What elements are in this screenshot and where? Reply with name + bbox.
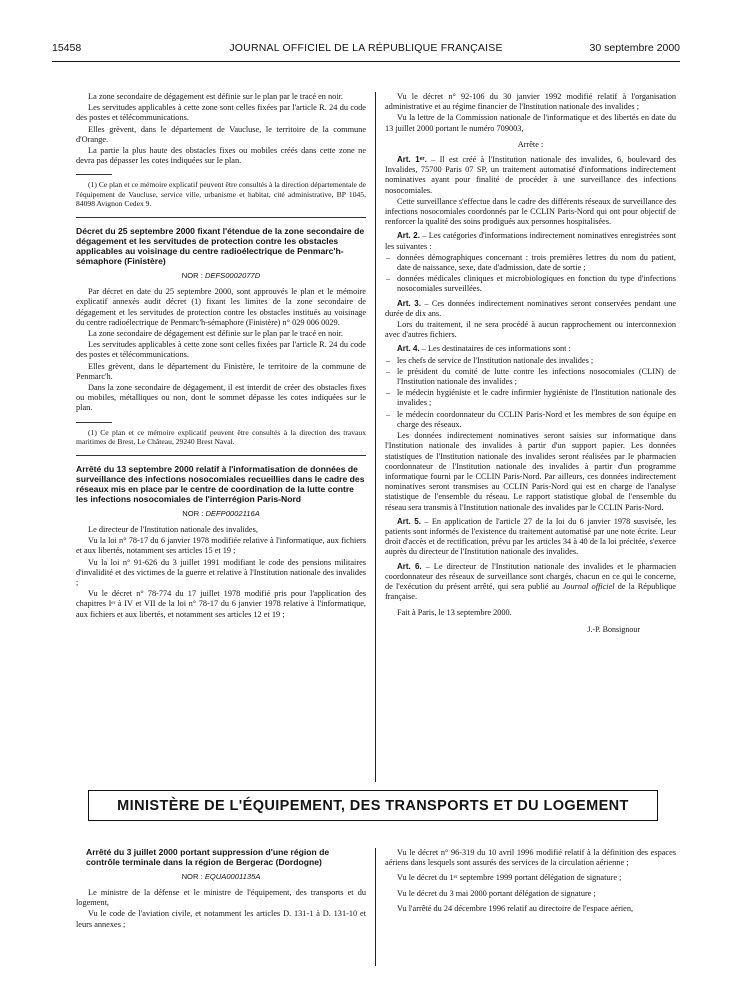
list-item: – le président du comité de lutte contre les infections nosocomiales (CLIN) de l'Institution nationale des invalides ; xyxy=(385,367,676,387)
right-column xyxy=(385,92,676,635)
nor-label: NOR : xyxy=(181,270,203,280)
list-item: – les chefs de service de l'Institution nationale des invalides ; xyxy=(385,356,676,366)
footnote: (1) Ce plan et ce mémoire explicatif peuvent être consultés à la direction des travaux maritimes de Brest, Le Château, 29240 Brest Naval. xyxy=(76,427,366,446)
article-label: Art. 1ᵉʳ. xyxy=(397,155,427,165)
publication-date: 30 septembre 2000 xyxy=(589,42,680,54)
article-label: Art. 2. xyxy=(397,231,420,241)
paragraph: La partie la plus haute des obstacles fixes ou mobiles créés dans cette zone ne devra pas dépasser les cotes indiquées sur le plan. xyxy=(76,146,366,166)
article-text: – Il est créé à l'Institution nationale des invalides, 6, boulevard des Invalides, 75700 Paris 07 SP, un traitement automatisé d'informations indirectement nominatives ayant pour finalité de procéder à une surveillance des infections nosocomiales. xyxy=(385,155,677,195)
decree-title: Décret du 25 septembre 2000 fixant l'étendue de la zone secondaire de dégagement et les servitudes de protection contre les obstacles applicables au voisinage du centre radioélectrique de Penmarc'h-sémaphore (Finistère) xyxy=(76,226,365,267)
paragraph: Le directeur de l'Institution nationale des invalides, xyxy=(88,525,258,534)
journal-title: JOURNAL OFFICIEL DE LA RÉPUBLIQUE FRANÇAISE xyxy=(229,42,503,54)
paragraph: Le ministre de la défense et le ministre de l'équipement, des transports et du logement, xyxy=(76,888,366,908)
paragraph: Vu le décret n° 92-106 du 30 janvier 1992 modifié relatif à l'organisation administrative et au régime financier de l'Institution nationale des invalides ; xyxy=(385,92,676,112)
nor-reference xyxy=(76,509,366,519)
article-4-list xyxy=(385,356,676,430)
arrete-title: Arrêté du 13 septembre 2000 relatif à l'informatisation de données de surveillance des infections nosocomiales recueillies dans le cadre des réseaux mis en place par le centre de coordination de la lutte contre les infections nosocomiales de l'interrégion Paris-Nord xyxy=(76,464,365,504)
article-4 xyxy=(385,344,676,354)
ministry-banner: MINISTÈRE DE L'ÉQUIPEMENT, DES TRANSPORTS ET DU LOGEMENT xyxy=(88,790,658,821)
article-text: – Les catégories d'informations indirectement nominatives enregistrées sont les suivantes : xyxy=(385,231,677,251)
article-2-list xyxy=(385,253,676,295)
article-label: Art. 3. xyxy=(397,298,421,308)
page-number: 15458 xyxy=(52,42,82,54)
paragraph: Vu la loi n° 91-626 du 3 juillet 1991 modifiant le code des pensions militaires d'invalidité et des victimes de la guerre et relative à l'Institution nationale des invalides ; xyxy=(76,557,366,588)
column-divider xyxy=(375,92,376,782)
paragraph: Elles grèvent, dans le département du Finistère, le territoire de la commune de Penmarc'h. xyxy=(76,361,366,381)
nor-reference xyxy=(76,271,366,281)
article-label: Art. 6. xyxy=(397,561,422,571)
left-column xyxy=(76,92,366,621)
paragraph: Cette surveillance s'effectue dans le cadre des différents réseaux de surveillance des infections nosocomiales coordonnés par le CCLIN Paris-Nord qui ont pour objectif de renforcer la qualité des soins prodigués aux personnes hospitalisées. xyxy=(385,196,676,227)
article-1 xyxy=(385,155,676,196)
paragraph: Vu le code de l'aviation civile, et notamment les articles D. 131-1 à D. 131-10 et leurs annexes ; xyxy=(76,909,366,929)
paragraph: Vu le décret n° 78-774 du 17 juillet 1978 modifié pris pour l'application des chapitres Iᵉʳ à IV et VII de la loi n° 78-17 du 6 janvier 1978 relative à l'informatique, aux fichiers et aux libertés, et notamment ses articles 12 et 19 ; xyxy=(76,589,366,619)
lower-right-column xyxy=(385,848,676,915)
list-item: – données médicales cliniques et microbiologiques en fonction du type d'infections nosocomiales surveillées. xyxy=(385,274,676,294)
paragraph: Vu la loi n° 78-17 du 6 janvier 1978 modifiée relative à l'informatique, aux fichiers et aux libertés, notamment ses articles 15 et 19 ; xyxy=(76,536,366,556)
nor-reference xyxy=(76,872,366,882)
list-item: – le médecin hygiéniste et le cadre infirmier hygiéniste de l'Institution nationale des invalides ; xyxy=(385,388,676,408)
article-label: Art. 4. xyxy=(397,344,420,354)
article-6 xyxy=(385,562,676,603)
paragraph: Les servitudes applicables à cette zone sont celles fixées par l'article R. 24 du code des postes et télécommunications. xyxy=(76,103,366,123)
paragraph: Vu le décret du 1ᵉʳ septembre 1999 portant délégation de signature ; xyxy=(397,873,622,883)
article-text: – Ces données indirectement nominatives seront conservées pendant une durée de dix ans. xyxy=(385,298,676,318)
paragraph: Vu le décret du 3 mai 2000 portant délégation de signature ; xyxy=(397,888,596,898)
paragraph: Elles grèvent, dans le département de Vaucluse, le territoire de la commune d'Orange. xyxy=(76,124,366,144)
page-header xyxy=(52,42,680,56)
arrete-title: Arrêté du 3 juillet 2000 portant suppression d'une région de contrôle terminale dans la région de Bergerac (Dordogne) xyxy=(86,847,330,867)
nor-code: DEFS0002077D xyxy=(204,270,261,280)
nor-label: NOR : xyxy=(181,871,203,881)
paragraph: La zone secondaire de dégagement est définie sur le plan par le tracé en noir. xyxy=(88,92,344,101)
paragraph: Vu l'arrêté du 24 décembre 1996 relatif au directoire de l'espace aérien, xyxy=(397,903,634,913)
lower-left-column xyxy=(76,848,366,931)
nor-code: DEFP0002116A xyxy=(205,508,260,518)
article-text: – Le directeur de l'Institution nationale des invalides et le pharmacien coordonnateur des réseaux de surveillance sont chargés, chacun en ce qui le concerne, de l'exécution du présent arrêté, qui sera publié au xyxy=(385,561,677,591)
journal-name: Journal officiel xyxy=(562,581,615,591)
arrete-heading: Arrête : xyxy=(517,139,544,149)
list-item: – données démographiques concernant : trois premières lettres du nom du patient, date de naissance, sexe, date d'admission, date de sortie ; xyxy=(385,253,676,273)
nor-label: NOR : xyxy=(182,508,204,518)
paragraph: Les données indirectement nominatives seront saisies sur informatique dans l'Institution nationale des invalides à partir d'un support papier. Les données statistiques de l'Institution nationale des invalides seront réalisées par le pharmacien coordonnateur de l'Institution nationale des invalides à partir d'un programme informatique fourni par le CCLIN Paris-Nord. Par ailleurs, ces données indirectement nominatives seront transmises au CCLIN Paris-Nord qui est en charge de l'analyse statistique de l'ensemble du réseau. Le rapport statistique global de l'ensemble du réseau sera transmis à l'Institution nationale des invalides par le CCLIN Paris-Nord. xyxy=(385,431,676,512)
paragraph: Vu la lettre de la Commission nationale de l'informatique et des libertés en date du 13 juillet 2000 portant le numéro 709003, xyxy=(385,113,676,133)
paragraph: Dans la zone secondaire de dégagement, il est interdit de créer des obstacles fixes ou mobiles, métalliques ou non, dont le sommet dépasse les cotes indiquées sur le plan. xyxy=(76,382,366,413)
footnote: (1) Ce plan et ce mémoire explicatif peuvent être consultés à la direction départementale de l'équipement de Vaucluse, service ville, urbanisme et habitat, cité administrative, BP 1045, 84098 Avignon Cedex 9. xyxy=(76,180,366,209)
paragraph: La zone secondaire de dégagement est définie sur le plan par le tracé en noir. xyxy=(88,328,344,338)
nor-code: EQUA0001135A xyxy=(204,871,261,881)
header-rule xyxy=(52,61,680,62)
section-divider xyxy=(76,455,366,456)
paragraph: Par décret en date du 25 septembre 2000, sont approuvés le plan et le mémoire explicatif annexés audit décret (1) fixant les limites de la zone secondaire de dégagement et les servitudes de protection contre les obstacles institués au voisinage du centre radioélectrique de Penmarc'h-sémaphore (Finistère) n° 029 006 0029. xyxy=(76,287,366,327)
section-divider xyxy=(76,217,366,218)
article-2 xyxy=(385,231,676,251)
article-3 xyxy=(385,299,676,319)
article-text-end: de la République française. xyxy=(385,581,676,602)
article-label: Art. 5. xyxy=(397,516,421,526)
article-text: – Les destinataires de ces informations sont : xyxy=(421,344,571,354)
paragraph: Vu le décret n° 96-319 du 10 avril 1996 modifié relatif à la définition des espaces aériens dans lesquels sont assurés des services de la circulation aérienne ; xyxy=(385,848,676,868)
column-divider xyxy=(375,848,376,966)
article-5 xyxy=(385,517,676,558)
signature: J.-P. Bonsignour xyxy=(587,624,640,634)
fait-line: Fait à Paris, le 13 septembre 2000. xyxy=(397,608,512,618)
paragraph: Les servitudes applicables à cette zone sont celles fixées par l'article R. 24 du code des postes et télécommunications. xyxy=(76,340,366,360)
paragraph: Lors du traitement, il ne sera procédé à aucun rapprochement ou interconnexion avec d'autres fichiers. xyxy=(385,320,676,340)
footnote-rule xyxy=(76,174,112,175)
list-item: – le médecin coordonnateur du CCLIN Paris-Nord et les membres de son équipe en charge des réseaux. xyxy=(385,410,676,430)
footnote-rule xyxy=(76,422,112,423)
article-text: – En application de l'article 27 de la loi du 6 janvier 1978 susvisée, les patients sont informés de l'existence du traitement automatisé par une note écrite. Leur droit d'accès et de rectification, prévu par les articles 34 à 40 de la loi précitée, s'exerce auprès du directeur de l'Institution nationale des invalides. xyxy=(385,516,676,557)
